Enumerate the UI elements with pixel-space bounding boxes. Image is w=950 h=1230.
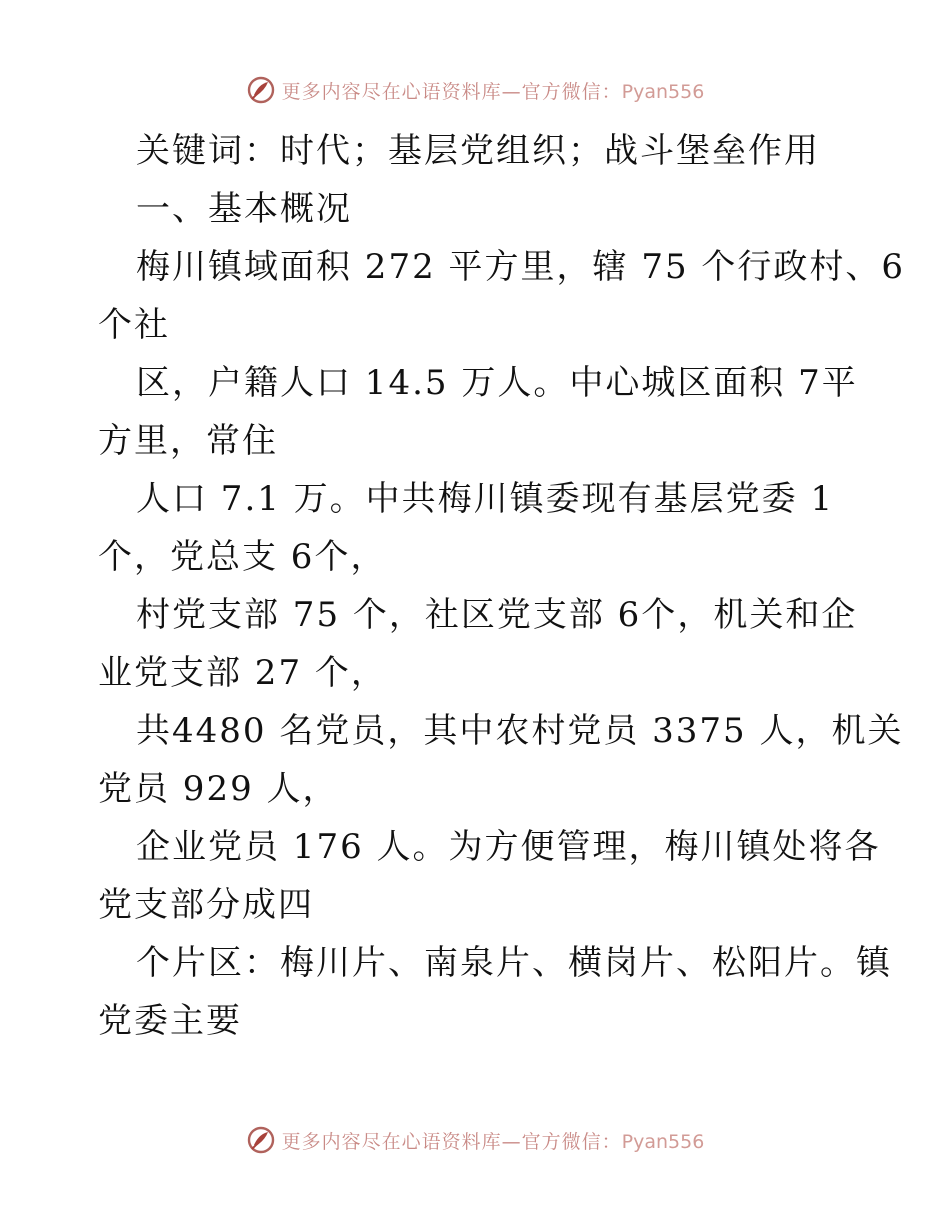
footer-watermark — [0, 1120, 950, 1160]
watermark-wechat-id: Pyan556 — [621, 1130, 705, 1153]
text-line: 党支部分成四 — [98, 885, 314, 925]
text-line: 共4480 名党员，其中农村党员 3375 人，机关 — [136, 711, 904, 751]
header-watermark — [0, 70, 950, 110]
watermark-text: 更多内容尽在心语资料库—官方微信：Pyan556 — [281, 80, 705, 103]
rose-pen-logo-icon — [246, 1125, 276, 1155]
text-line: 个，党总支 6个， — [98, 537, 387, 577]
rose-pen-logo-icon — [246, 75, 276, 105]
text-line: 梅川镇域面积 272 平方里，辖 75 个行政村、6 — [136, 247, 906, 287]
text-line: 个社 — [98, 305, 170, 345]
text-line: 个片区：梅川片、南泉片、横岗片、松阳片。镇 — [136, 943, 892, 983]
text-line: 党委主要 — [98, 1001, 242, 1041]
text-line: 区，户籍人口 14.5 万人。中心城区面积 7平 — [136, 363, 858, 403]
text-line: 方里，常住 — [98, 421, 278, 461]
text-line: 村党支部 75 个，社区党支部 6个，机关和企 — [136, 595, 858, 635]
document-body — [98, 122, 906, 1050]
text-line: 一、基本概况 — [136, 189, 352, 229]
watermark-text: 更多内容尽在心语资料库—官方微信：Pyan556 — [281, 1130, 705, 1153]
text-line: 业党支部 27 个， — [98, 653, 387, 693]
text-line: 关键词：时代；基层党组织；战斗堡垒作用 — [136, 131, 820, 171]
text-line: 党员 929 人， — [98, 769, 339, 809]
text-line: 人口 7.1 万。中共梅川镇委现有基层党委 1 — [136, 479, 835, 519]
watermark-wechat-id: Pyan556 — [621, 80, 705, 103]
text-line: 企业党员 176 人。为方便管理，梅川镇处将各 — [136, 827, 881, 867]
